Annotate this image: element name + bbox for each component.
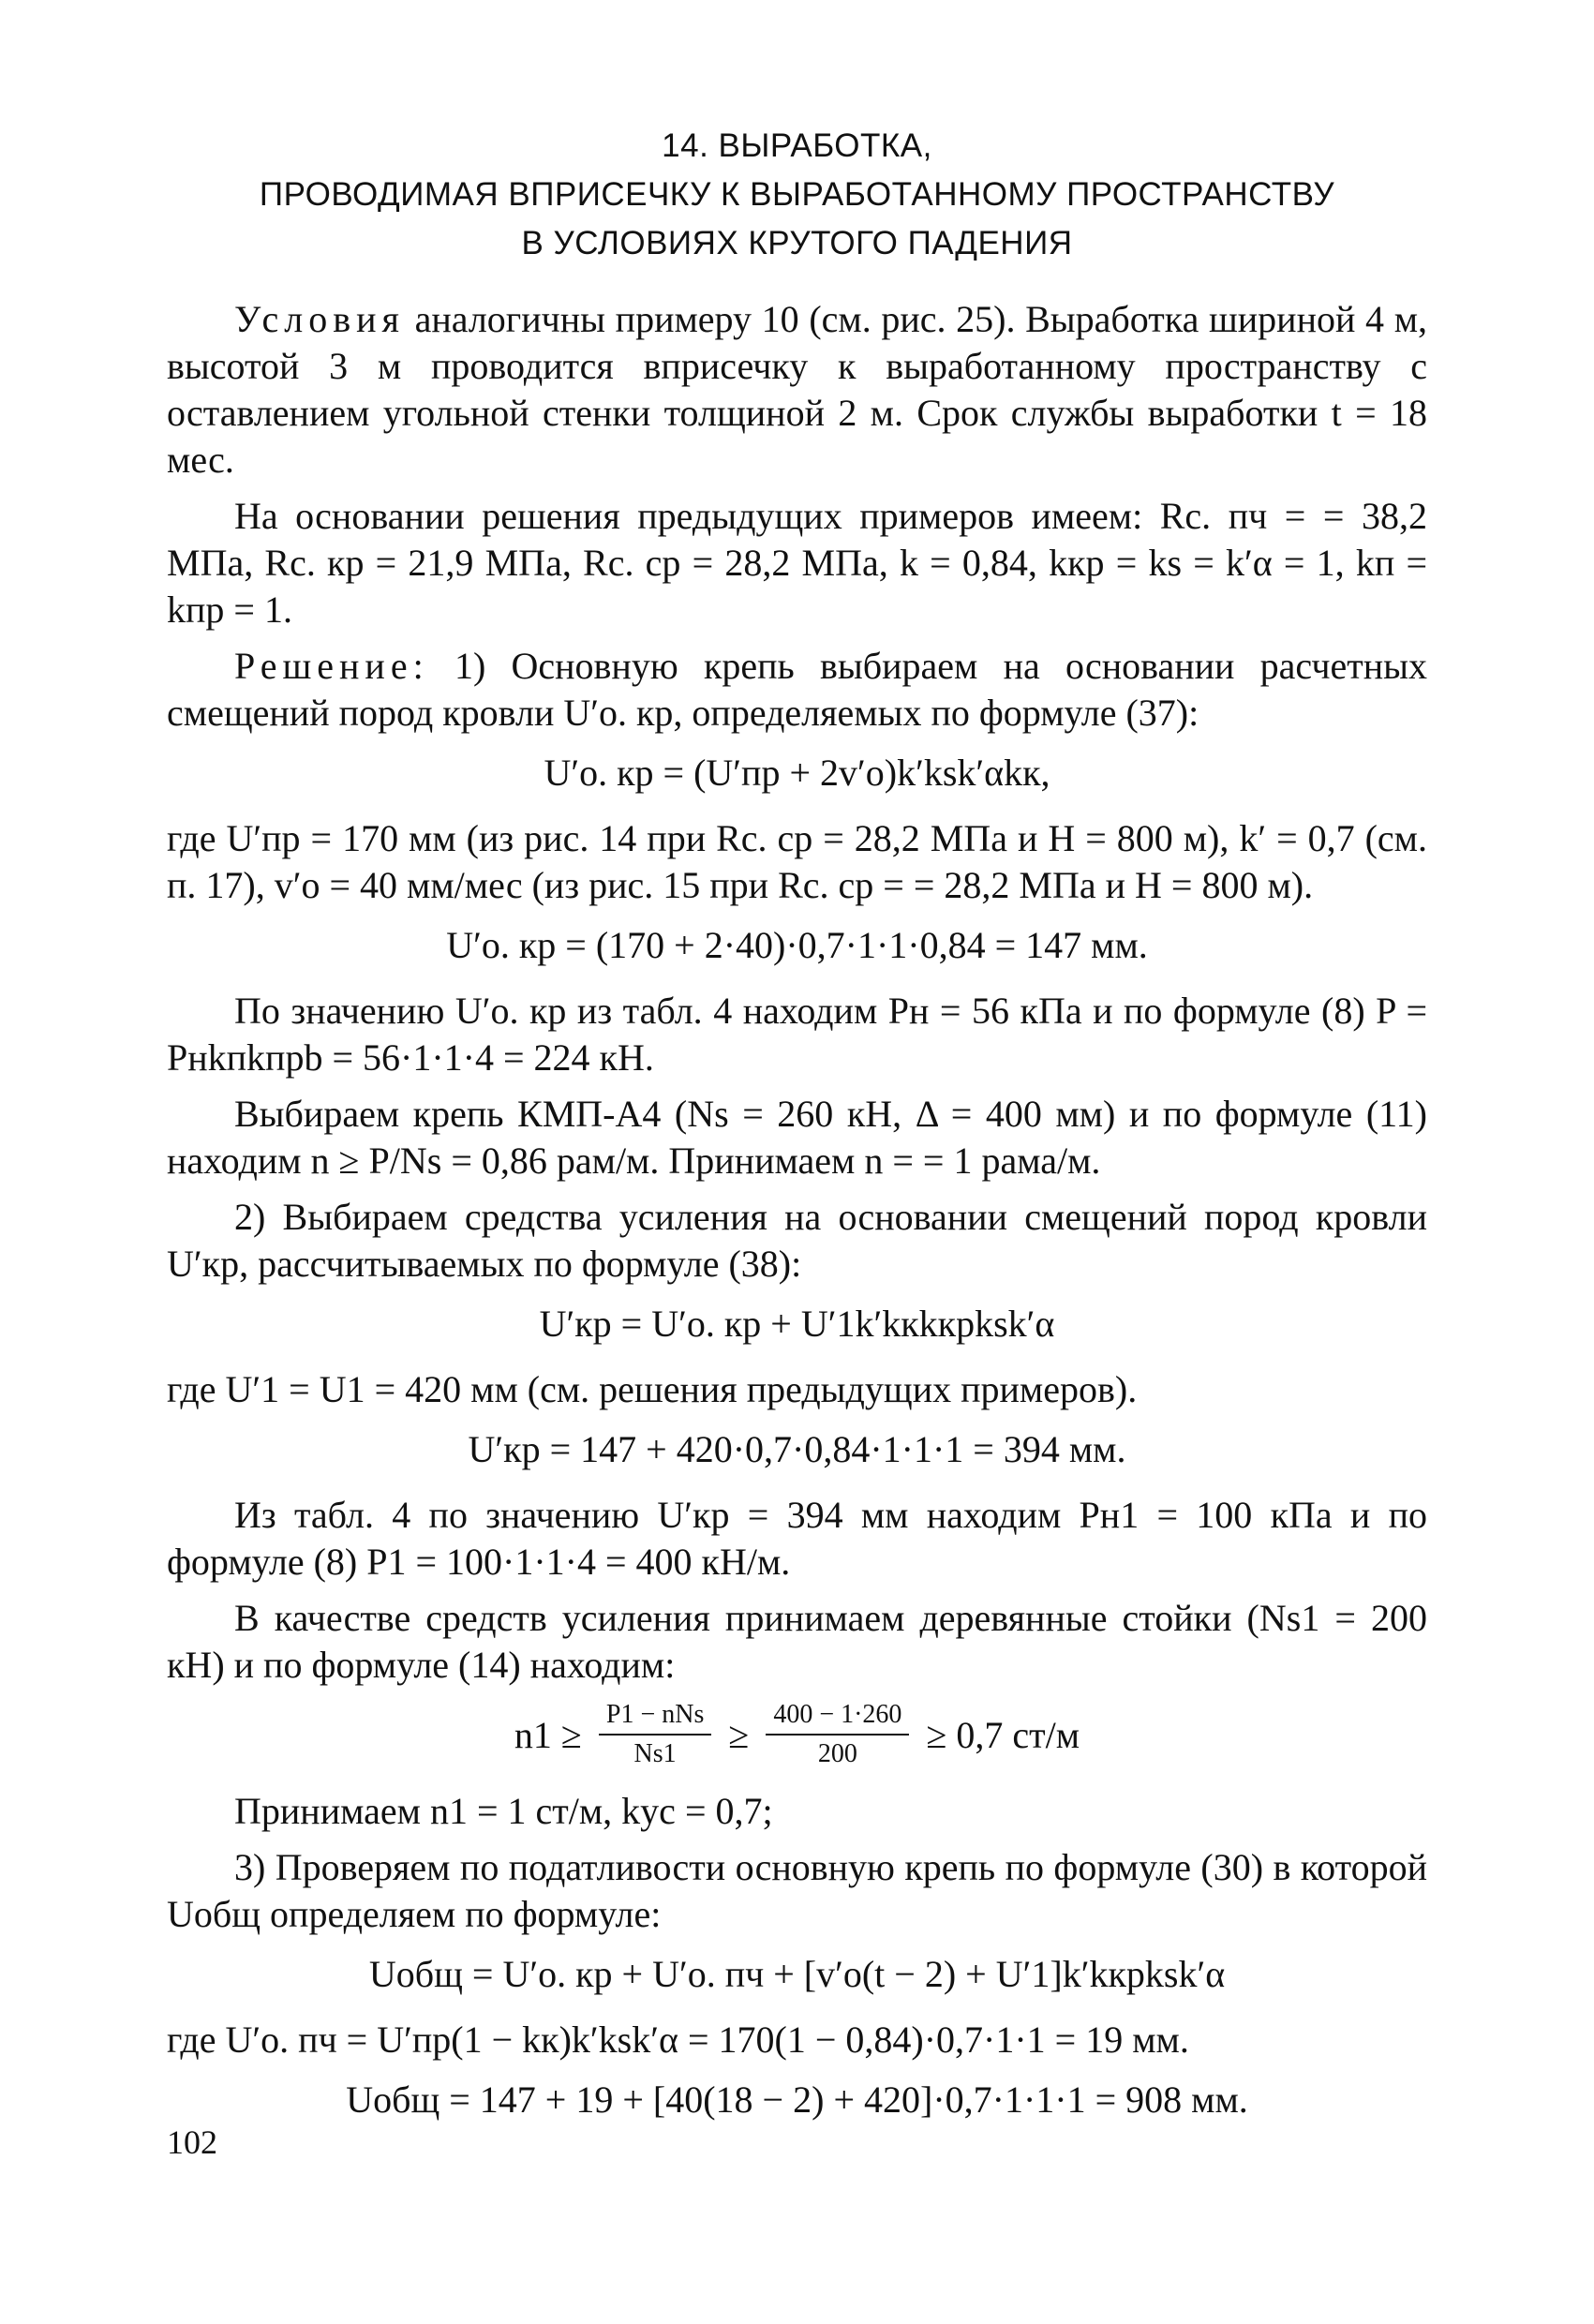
solution-step-1 <box>167 643 1427 737</box>
conditions-text: аналогичны примеру 10 (см. рис. 25). Выработка шириной 4 м, высотой 3 м проводится вприсечку к выработанному пространству с оставлением угольной стенки толщиной 2 м. Срок службы выработки t = 18 мес. <box>167 298 1428 481</box>
solution-label: Решение: <box>234 645 429 687</box>
formula-total: Uобщ = U′о. кр + U′о. пч + [v′о(t − 2) + U′1]k′kкрksk′α <box>368 1953 1226 1995</box>
accept-paragraph: Принимаем n1 = 1 ст/м, kус = 0,7; <box>234 1790 773 1832</box>
support-paragraph: Выбираем крепь КМП-А4 (Ns = 260 кН, Δ = 400 мм) и по формуле (11) находим n ≥ P/Ns = 0,86 рам/м. Принимаем n = = 1 рама/м. <box>167 1093 1427 1182</box>
where-2: где U′1 = U1 = 420 мм (см. решения предыдущих примеров). <box>167 1368 1138 1410</box>
page <box>167 122 1427 2142</box>
calc-2: U′кр = 147 + 420·0,7·0,84·1·1·1 = 394 мм. <box>468 1428 1126 1470</box>
where-1: где U′пр = 170 мм (из рис. 14 при Rс. ср = 28,2 МПа и H = 800 м), k′ = 0,7 (см. п. 17), v′о = 40 мм/мес (из рис. 15 при Rс. ср = = 28,2 МПа и H = 800 м). <box>167 817 1427 906</box>
step-1-text: 1) Основную крепь выбираем на основании расчетных смещений пород кровли U′о. кр, определяемых по формуле (37): <box>167 645 1427 734</box>
heading-line-1: 14. ВЫРАБОТКА, <box>662 127 932 164</box>
inequality-formula <box>167 1700 1427 1769</box>
p-value-paragraph: По значению U′о. кр из табл. 4 находим Pн = 56 кПа и по формуле (8) P = Pнkпkпрb = 56·1·1·4 = 224 кН. <box>167 990 1427 1079</box>
fraction-1-numerator: P1 − nNs <box>599 1700 711 1736</box>
conditions-paragraph <box>167 296 1427 484</box>
inequality-right: ≥ 0,7 ст/м <box>926 1713 1080 1756</box>
fraction-2-numerator: 400 − 1·260 <box>766 1700 909 1736</box>
formula-38: U′кр = U′о. кр + U′1k′kкkкрksk′α <box>539 1303 1055 1345</box>
fraction-1-denominator: Ns1 <box>633 1739 677 1768</box>
heading-line-3: В УСЛОВИЯХ КРУТОГО ПАДЕНИЯ <box>521 225 1073 261</box>
given-paragraph: На основании решения предыдущих примеров имеем: Rс. пч = = 38,2 МПа, Rс. кр = 21,9 МПа, Rс. ср = 28,2 МПа, k = 0,84, kкр = ks = k′α = 1, kп = kпр = 1. <box>167 495 1427 631</box>
table4-paragraph: Из табл. 4 по значению U′кр = 394 мм находим Pн1 = 100 кПа и по формуле (8) P1 = 100·1·1·4 = 400 кН/м. <box>167 1494 1427 1583</box>
fraction-1 <box>599 1700 711 1769</box>
section-heading <box>167 122 1427 268</box>
calc-3: Uобщ = 147 + 19 + [40(18 − 2) + 420]·0,7·1·1·1 = 908 мм. <box>346 2078 1248 2121</box>
page-number: 102 <box>167 2123 217 2161</box>
inequality-mid: ≥ <box>728 1713 750 1756</box>
solution-step-3: 3) Проверяем по податливости основную крепь по формуле (30) в которой Uобщ определяем по формуле: <box>167 1846 1427 1935</box>
conditions-label: Условия <box>234 298 405 340</box>
solution-step-2: 2) Выбираем средства усиления на основании смещений пород кровли U′кр, рассчитываемых по формуле (38): <box>167 1196 1427 1285</box>
heading-line-2: ПРОВОДИМАЯ ВПРИСЕЧКУ К ВЫРАБОТАННОМУ ПРОСТРАНСТВУ <box>259 176 1335 213</box>
reinforce-paragraph: В качестве средств усиления принимаем деревянные стойки (Ns1 = 200 кН) и по формуле (14) находим: <box>167 1597 1427 1686</box>
formula-37: U′о. кр = (U′пр + 2v′о)k′ksk′αkк, <box>544 752 1050 794</box>
fraction-2 <box>766 1700 909 1769</box>
fraction-2-denominator: 200 <box>817 1739 857 1768</box>
inequality-left: n1 ≥ <box>514 1713 582 1756</box>
where-3: где U′о. пч = U′пр(1 − kк)k′ksk′α = 170(1 − 0,84)·0,7·1·1 = 19 мм. <box>167 2019 1189 2061</box>
calc-1: U′о. кр = (170 + 2·40)·0,7·1·1·0,84 = 147 мм. <box>446 924 1148 966</box>
